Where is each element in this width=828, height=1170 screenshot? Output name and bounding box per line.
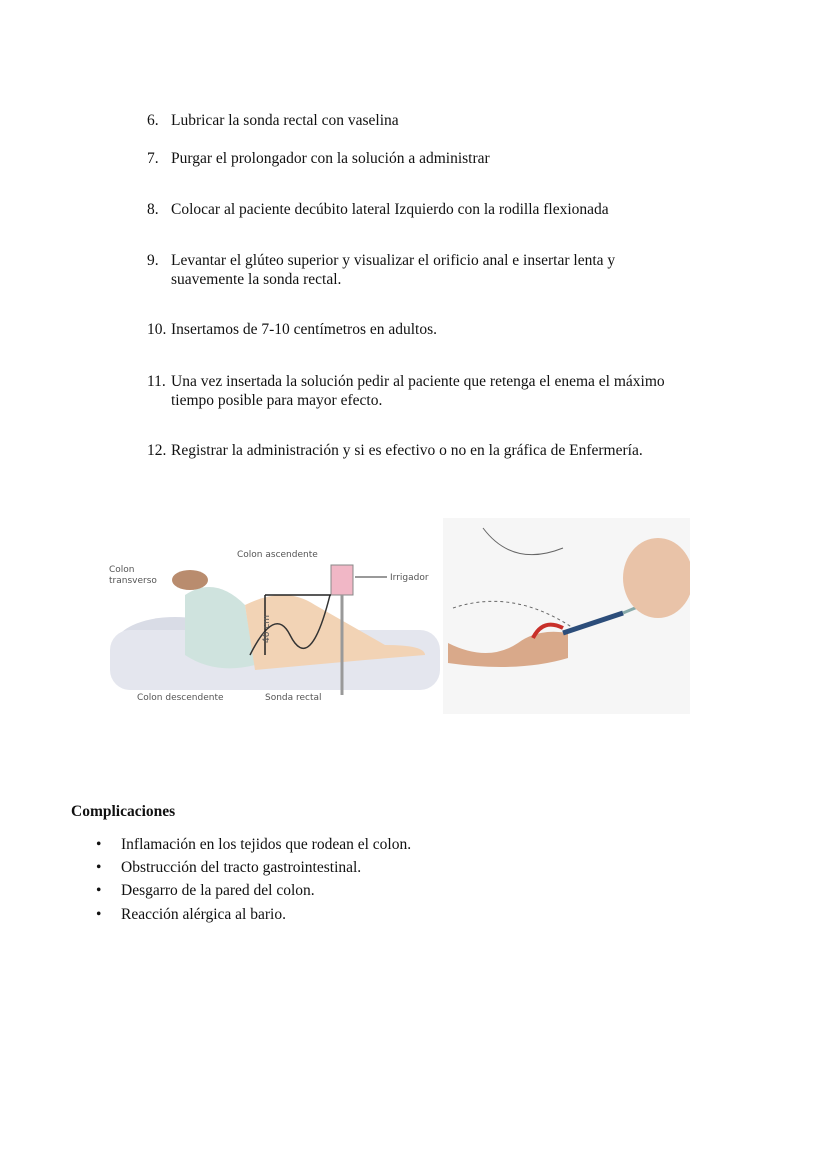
document-page: 6. Lubricar la sonda rectal con vaselina 7. Purgar el prolongador con la solución a administrar 8. Colocar al paciente decúbito lateral Izquierdo con la rodilla flexionada 9. Levantar el glúteo superior y visualizar el orificio anal e insertar lenta y suavemente la sonda rectal. 10. Insertamos de 7-10 centímetros en adultos. 11. Una vez insertada la solución pedir al paciente que retenga el enema el máximo tiempo posible para mayor efecto. 12. Registrar la administración y si es efectivo o no en la gráfica de Enfermería. 40 cm Colon ascendente Colon transverso Irrigador Colon descendente Sonda rectal Complicaciones • Inflamación en los tejidos que rodean el colon. • Obstrucción del tracto gastrointestinal. • Desgarro de la pared del colon. • Reacción alérgica al bario. xyxy=(0,0,828,1170)
rectal-insertion-illustration xyxy=(443,518,690,714)
label-irrigador: Irrigador xyxy=(390,573,429,583)
label-colon-ascendente: Colon ascendente xyxy=(237,550,318,560)
label-transverso: transverso xyxy=(109,576,157,586)
height-label: 40 cm xyxy=(262,614,272,643)
enema-position-illustration xyxy=(105,535,443,713)
bullet: • xyxy=(96,836,102,853)
complicaciones-heading: Complicaciones xyxy=(71,803,176,820)
bullet: • xyxy=(96,882,102,899)
label-colon-descendente: Colon descendente xyxy=(137,693,224,703)
label-colon-transverso: Colon xyxy=(109,565,135,575)
bullet: • xyxy=(96,906,102,923)
item-text: Inflamación en los tejidos que rodean el colon. xyxy=(121,836,412,853)
bullet: • xyxy=(96,859,102,876)
item-text: Obstrucción del tracto gastrointestinal. xyxy=(121,859,362,876)
item-text: Reacción alérgica al bario. xyxy=(121,906,286,923)
item-text: Desgarro de la pared del colon. xyxy=(121,882,315,899)
label-sonda-rectal: Sonda rectal xyxy=(265,693,322,703)
